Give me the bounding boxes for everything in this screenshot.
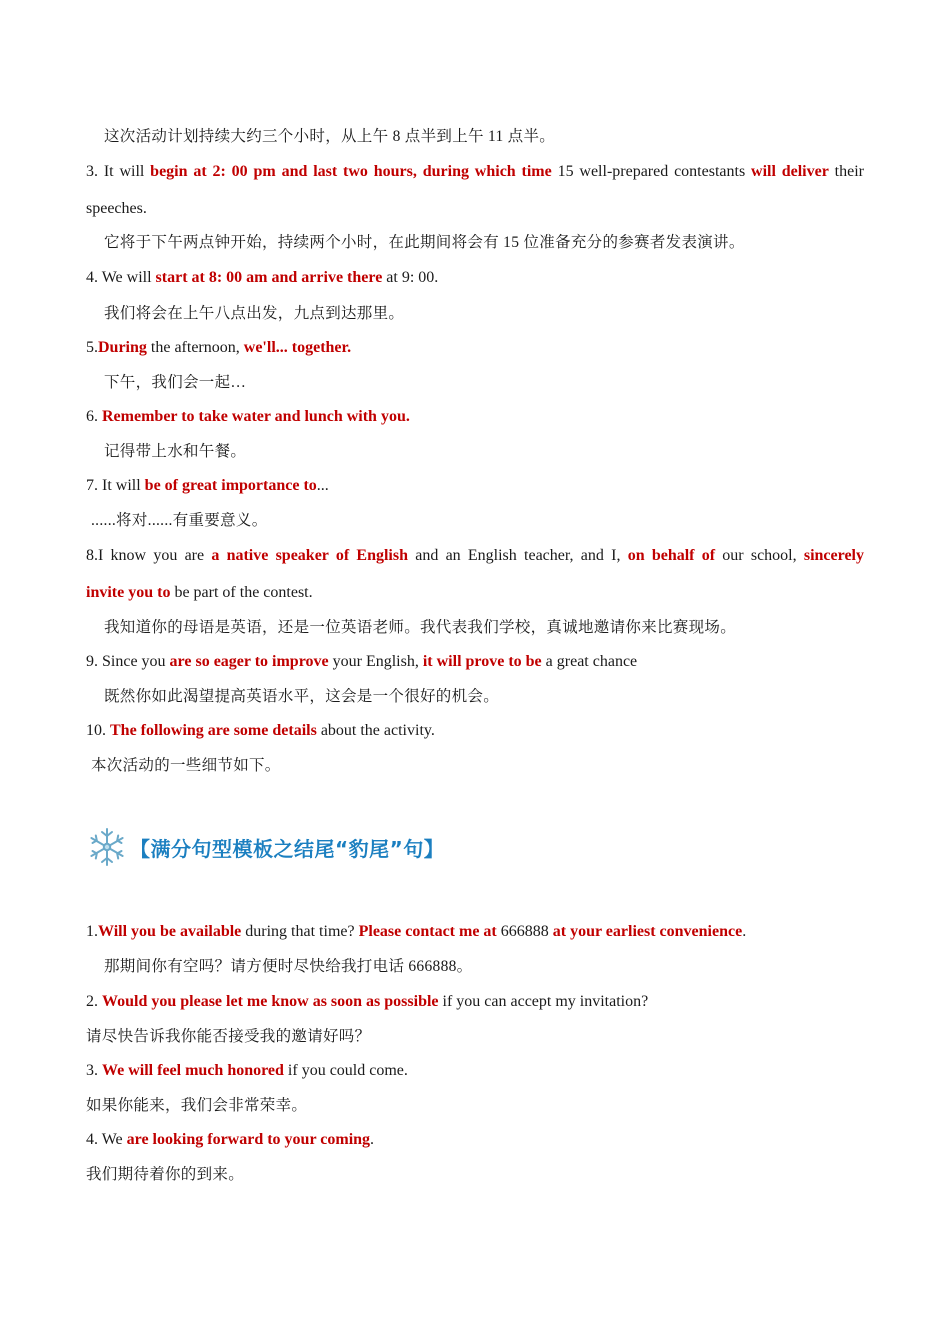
text: if you could come. <box>283 1062 408 1079</box>
key-phrase: a native speaker of English <box>211 547 408 564</box>
key-phrase: We will feel much honored <box>102 1062 284 1079</box>
text: 9. Since you <box>86 653 170 670</box>
text: our school, <box>715 547 804 564</box>
key-phrase: are so eager to improve <box>169 653 329 670</box>
text: 这次活动计划持续大约三个小时，从上午 8 点半到上午 11 点半。 <box>104 128 556 145</box>
text: . <box>370 1131 375 1148</box>
text: 8.I know you are <box>86 547 212 564</box>
text: speeches. <box>86 200 147 217</box>
translation-line <box>91 510 869 532</box>
key-phrase: will deliver <box>751 163 829 180</box>
text: 我们将会在上午八点出发，九点到达那里。 <box>104 305 405 322</box>
key-phrase: Would you please let me know as soon as possible <box>102 993 439 1010</box>
text: 它将于下午两点钟开始，持续两个小时，在此期间将会有 15 位准备充分的参赛者发表演讲。 <box>104 234 745 251</box>
key-phrase: Will you be available <box>98 923 242 940</box>
key-phrase: During <box>98 339 147 356</box>
section-heading <box>86 824 444 870</box>
translation-line <box>104 372 882 394</box>
text: be part of the contest. <box>170 584 313 601</box>
translation-line <box>104 617 882 639</box>
key-phrase: begin at 2: 00 pm and last two hours, during which time <box>150 163 552 180</box>
text: and an English teacher, and I, <box>408 547 628 564</box>
translation-line <box>86 1164 864 1186</box>
sentence-10 <box>86 720 864 742</box>
sentence-5 <box>86 337 864 359</box>
text: about the activity. <box>316 722 435 739</box>
text: ......将对......有重要意义。 <box>91 512 268 529</box>
key-phrase: at your earliest convenience <box>552 923 743 940</box>
text: if you can accept my invitation? <box>438 993 649 1010</box>
sentence-8 <box>86 545 864 567</box>
text: 记得带上水和午餐。 <box>104 443 247 460</box>
key-phrase: are looking forward to your coming <box>126 1131 371 1148</box>
key-phrase: invite you to <box>86 584 171 601</box>
text: 6. <box>86 408 102 425</box>
text: 3. It will <box>86 163 151 180</box>
ending-sentence-2 <box>86 991 864 1013</box>
key-phrase: sincerely <box>803 547 864 564</box>
key-phrase: we'll... together. <box>243 339 352 356</box>
text: 既然你如此渴望提高英语水平，这会是一个很好的机会。 <box>104 688 500 705</box>
text: 本次活动的一些细节如下。 <box>91 757 281 774</box>
text: during that time? <box>241 923 359 940</box>
ending-sentence-3 <box>86 1060 864 1082</box>
translation-line <box>104 126 882 148</box>
key-phrase: it will prove to be <box>422 653 542 670</box>
ending-sentence-1 <box>86 921 864 943</box>
text: 2. <box>86 993 102 1010</box>
text: 1. <box>86 923 98 940</box>
sentence-9 <box>86 651 864 673</box>
translation-line <box>86 1026 864 1048</box>
sentence-7 <box>86 475 864 497</box>
text: 4. We will <box>86 269 156 286</box>
text: . <box>742 923 747 940</box>
key-phrase: Please contact me at <box>358 923 497 940</box>
text: a great chance <box>541 653 638 670</box>
text: ... <box>316 477 329 494</box>
sentence-8-continued <box>86 582 864 604</box>
text: 如果你能来，我们会非常荣幸。 <box>86 1097 308 1114</box>
sentence-6 <box>86 406 864 428</box>
key-phrase: Remember to take water and lunch with you. <box>102 408 410 425</box>
text: their <box>828 163 864 180</box>
text: 我们期待着你的到来。 <box>86 1166 245 1183</box>
text: 5. <box>86 339 98 356</box>
sentence-3 <box>86 161 864 183</box>
key-phrase: The following are some details <box>110 722 317 739</box>
sentence-3-continued <box>86 198 864 220</box>
translation-line <box>104 303 882 325</box>
text: 请尽快告诉我你能否接受我的邀请好吗？ <box>86 1028 371 1045</box>
sentence-4 <box>86 267 864 289</box>
text: 666888 <box>496 923 553 940</box>
translation-line <box>104 441 882 463</box>
snowflake-icon <box>86 826 128 868</box>
text: 下午，我们会一起… <box>104 374 247 391</box>
translation-line <box>86 1095 864 1117</box>
text: 7. It will <box>86 477 145 494</box>
text: 4. We <box>86 1131 127 1148</box>
text: 我知道你的母语是英语，还是一位英语老师。我代表我们学校，真诚地邀请你来比赛现场。 <box>104 619 737 636</box>
translation-line <box>91 755 869 777</box>
ending-sentence-4 <box>86 1129 864 1151</box>
text: 15 well-prepared contestants <box>551 163 752 180</box>
translation-line <box>104 232 882 254</box>
text: at 9: 00. <box>382 269 439 286</box>
translation-line <box>104 956 882 978</box>
text: 那期间你有空吗？请方便时尽快给我打电话 666888。 <box>104 958 473 975</box>
text: 3. <box>86 1062 102 1079</box>
key-phrase: on behalf of <box>627 547 716 564</box>
text: 10. <box>86 722 110 739</box>
text: the afternoon, <box>146 339 244 356</box>
text: your English, <box>328 653 423 670</box>
key-phrase: start at 8: 00 am and arrive there <box>155 269 383 286</box>
section-title: 【满分句型模板之结尾“豹尾”句】 <box>130 836 445 861</box>
translation-line <box>104 686 882 708</box>
key-phrase: be of great importance to <box>144 477 317 494</box>
